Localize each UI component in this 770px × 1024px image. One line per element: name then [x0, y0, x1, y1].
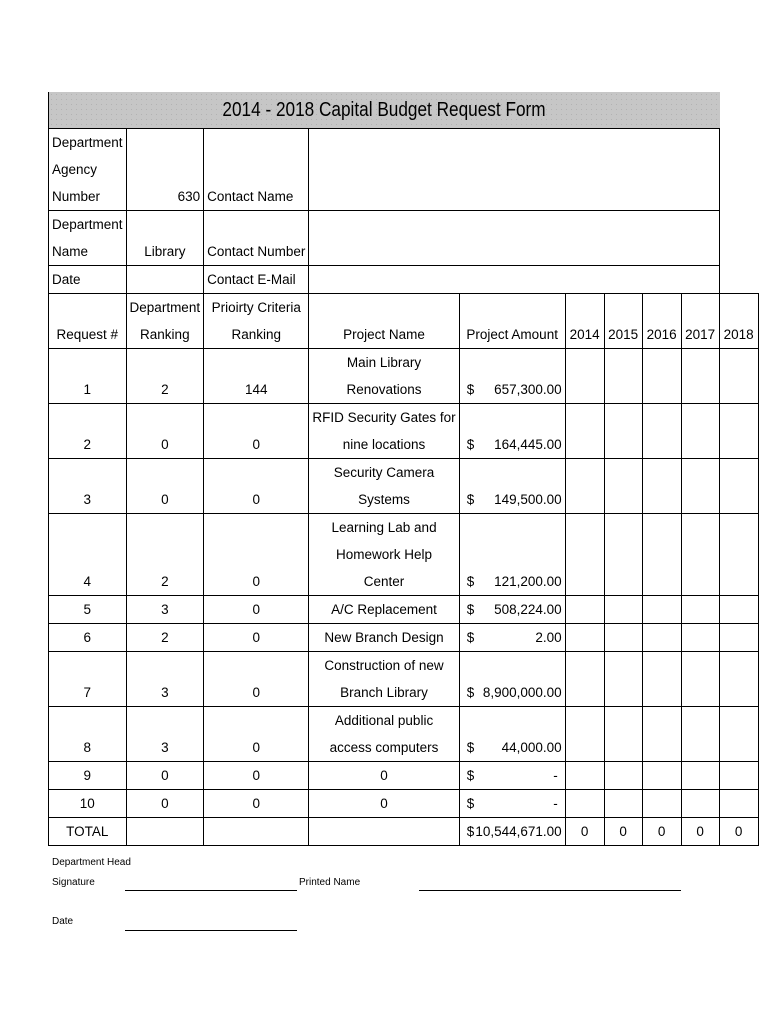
project-name-line: Systems [358, 492, 410, 507]
amount-value: 657,300.00 [494, 382, 562, 397]
currency-symbol: $ [466, 630, 475, 645]
priority-ranking[interactable]: 0 [204, 514, 309, 596]
total-amount-value: 10,544,671.00 [475, 824, 562, 839]
dept-ranking[interactable]: 2 [126, 514, 204, 596]
priority-ranking[interactable]: 144 [204, 349, 309, 404]
currency-symbol: $ [466, 382, 475, 397]
year-cell[interactable] [719, 707, 758, 762]
priority-ranking[interactable]: 0 [204, 624, 309, 652]
form-title: 2014 - 2018 Capital Budget Request Form [222, 99, 546, 121]
total-label: TOTAL [49, 818, 127, 846]
year-cell[interactable] [565, 596, 604, 624]
year-cell[interactable] [604, 349, 642, 404]
project-name[interactable] [309, 404, 459, 459]
amount-value: - [553, 768, 558, 783]
year-cell[interactable] [565, 349, 604, 404]
project-name[interactable] [309, 790, 459, 818]
currency-symbol: $ [466, 492, 475, 507]
dept-ranking[interactable]: 0 [126, 762, 204, 790]
total-empty-cell [309, 818, 459, 846]
dept-head-label: Department Head [52, 857, 131, 868]
amount-value: 508,224.00 [494, 602, 562, 617]
printed-name-label: Printed Name [299, 877, 361, 888]
date-label: Date [49, 266, 127, 294]
request-number: 2 [49, 404, 127, 459]
printed-name-line[interactable] [419, 890, 681, 891]
total-empty-cell [204, 818, 309, 846]
dept-ranking[interactable]: 3 [126, 596, 204, 624]
project-name-line: nine locations [342, 437, 426, 452]
year-cell[interactable] [604, 790, 642, 818]
table-row [49, 790, 759, 818]
project-amount[interactable] [459, 707, 565, 762]
signature-label: Signature [52, 877, 95, 888]
header-project-amount: Project Amount [459, 294, 565, 349]
year-cell[interactable] [565, 762, 604, 790]
currency-symbol: $ [466, 437, 475, 452]
priority-ranking[interactable]: 0 [204, 596, 309, 624]
year-cell[interactable] [681, 596, 719, 624]
priority-ranking[interactable]: 0 [204, 652, 309, 707]
project-amount[interactable] [459, 404, 565, 459]
year-cell[interactable] [642, 624, 681, 652]
year-cell[interactable] [719, 349, 758, 404]
dept-ranking[interactable]: 2 [126, 624, 204, 652]
year-cell[interactable] [604, 762, 642, 790]
header-year: 2017 [681, 294, 719, 349]
request-number: 1 [49, 349, 127, 404]
request-number: 6 [49, 624, 127, 652]
table-row [49, 596, 759, 624]
currency-symbol: $ [466, 602, 475, 617]
project-name-line: 0 [380, 768, 388, 783]
year-cell[interactable] [565, 707, 604, 762]
header-priority: Prioirty Criteria Ranking [211, 300, 301, 342]
year-cell[interactable] [642, 652, 681, 707]
header-row [49, 294, 759, 349]
total-year-value: 0 [681, 818, 719, 846]
year-cell[interactable] [681, 459, 719, 514]
dept-ranking[interactable]: 0 [126, 404, 204, 459]
info-row-date [49, 266, 759, 294]
project-amount[interactable] [459, 596, 565, 624]
contact-number-label: Contact Number [204, 211, 309, 266]
year-cell[interactable] [604, 652, 642, 707]
year-cell[interactable] [719, 404, 758, 459]
project-amount[interactable] [459, 349, 565, 404]
priority-ranking[interactable]: 0 [204, 707, 309, 762]
info-row-dept-name [49, 211, 759, 266]
header-request: Request # [49, 294, 127, 349]
year-cell[interactable] [604, 514, 642, 596]
total-amount [459, 818, 565, 846]
agency-number-value[interactable]: 630 [126, 129, 204, 211]
year-cell[interactable] [719, 762, 758, 790]
currency-symbol: $ [466, 824, 475, 839]
request-number: 5 [49, 596, 127, 624]
year-cell[interactable] [642, 596, 681, 624]
project-name-line: Security Camera [333, 465, 435, 480]
year-cell[interactable] [604, 707, 642, 762]
dept-name-label: Department Name [52, 217, 123, 259]
currency-symbol: $ [466, 740, 475, 755]
table-row [49, 514, 759, 596]
project-name-line: Branch Library [340, 685, 428, 700]
amount-value: 164,445.00 [494, 437, 562, 452]
dept-name-value[interactable]: Library [126, 211, 204, 266]
year-cell[interactable] [642, 404, 681, 459]
header-project-name: Project Name [309, 294, 459, 349]
amount-value: - [553, 796, 558, 811]
project-amount[interactable] [459, 624, 565, 652]
year-cell[interactable] [719, 459, 758, 514]
priority-ranking[interactable]: 0 [204, 790, 309, 818]
project-name-line: Homework Help [336, 547, 433, 562]
year-cell[interactable] [642, 459, 681, 514]
total-row [49, 818, 759, 846]
request-number: 8 [49, 707, 127, 762]
project-name-line: access computers [329, 740, 439, 755]
project-amount[interactable] [459, 514, 565, 596]
year-cell[interactable] [719, 790, 758, 818]
year-cell[interactable] [719, 652, 758, 707]
contact-name-label: Contact Name [204, 129, 309, 211]
year-cell[interactable] [642, 707, 681, 762]
year-cell[interactable] [681, 652, 719, 707]
project-amount[interactable] [459, 790, 565, 818]
agency-number-label: Department Agency Number [52, 135, 123, 204]
table-row [49, 707, 759, 762]
table-row [49, 459, 759, 514]
amount-value: 121,200.00 [494, 574, 562, 589]
currency-symbol: $ [466, 796, 475, 811]
request-number: 3 [49, 459, 127, 514]
date-value[interactable] [126, 266, 204, 294]
year-cell[interactable] [681, 514, 719, 596]
currency-symbol: $ [466, 574, 475, 589]
year-cell[interactable] [565, 624, 604, 652]
total-year-value: 0 [719, 818, 758, 846]
header-year: 2015 [604, 294, 642, 349]
project-name-line: RFID Security Gates for [312, 410, 456, 425]
table-row [49, 624, 759, 652]
year-cell[interactable] [681, 404, 719, 459]
project-name-line: New Branch Design [324, 630, 444, 645]
header-year: 2014 [565, 294, 604, 349]
year-cell[interactable] [719, 514, 758, 596]
table-row [49, 349, 759, 404]
project-name[interactable] [309, 762, 459, 790]
year-cell[interactable] [681, 349, 719, 404]
dept-ranking[interactable]: 2 [126, 349, 204, 404]
dept-ranking[interactable]: 0 [126, 459, 204, 514]
amount-value: 149,500.00 [494, 492, 562, 507]
total-year-value: 0 [565, 818, 604, 846]
year-cell[interactable] [565, 404, 604, 459]
year-cell[interactable] [604, 459, 642, 514]
priority-ranking[interactable]: 0 [204, 762, 309, 790]
total-year-value: 0 [604, 818, 642, 846]
year-cell[interactable] [565, 459, 604, 514]
total-year-value: 0 [642, 818, 681, 846]
contact-name-value[interactable] [309, 129, 719, 211]
request-number: 4 [49, 514, 127, 596]
project-name-line: A/C Replacement [331, 602, 437, 617]
project-name[interactable] [309, 514, 459, 596]
project-name[interactable] [309, 707, 459, 762]
year-cell[interactable] [681, 624, 719, 652]
contact-email-label: Contact E-Mail [204, 266, 309, 294]
table-row [49, 762, 759, 790]
dept-ranking[interactable]: 3 [126, 707, 204, 762]
year-cell[interactable] [565, 514, 604, 596]
year-cell[interactable] [642, 349, 681, 404]
project-name-line: 0 [380, 796, 388, 811]
currency-symbol: $ [466, 768, 475, 783]
info-row-agency [49, 129, 759, 211]
amount-value: 8,900,000.00 [482, 685, 562, 700]
date-line[interactable] [125, 930, 297, 931]
budget-table [48, 128, 759, 846]
year-cell[interactable] [565, 790, 604, 818]
table-row [49, 652, 759, 707]
project-name-line: Center [363, 574, 405, 589]
project-name[interactable] [309, 349, 459, 404]
year-cell[interactable] [681, 707, 719, 762]
project-name-line: Renovations [346, 382, 422, 397]
year-cell[interactable] [681, 762, 719, 790]
year-cell[interactable] [565, 652, 604, 707]
contact-email-value[interactable] [309, 266, 719, 294]
signature-line[interactable] [125, 890, 297, 891]
header-dept-ranking: Department Ranking [129, 300, 201, 342]
dept-ranking[interactable]: 3 [126, 652, 204, 707]
year-cell[interactable] [642, 762, 681, 790]
table-row [49, 404, 759, 459]
year-cell[interactable] [604, 404, 642, 459]
year-cell[interactable] [604, 596, 642, 624]
project-amount[interactable] [459, 652, 565, 707]
year-cell[interactable] [681, 790, 719, 818]
project-name[interactable] [309, 596, 459, 624]
header-year: 2016 [642, 294, 681, 349]
year-cell[interactable] [604, 624, 642, 652]
year-cell[interactable] [719, 596, 758, 624]
request-number: 9 [49, 762, 127, 790]
project-amount[interactable] [459, 762, 565, 790]
year-cell[interactable] [719, 624, 758, 652]
request-number: 7 [49, 652, 127, 707]
amount-value: 2.00 [535, 630, 562, 645]
project-name-line: Construction of new [324, 658, 444, 673]
project-name-line: Main Library [346, 355, 422, 370]
priority-ranking[interactable]: 0 [204, 459, 309, 514]
contact-number-value[interactable] [309, 211, 719, 266]
year-cell[interactable] [642, 790, 681, 818]
priority-ranking[interactable]: 0 [204, 404, 309, 459]
year-cell[interactable] [642, 514, 681, 596]
date-sign-label: Date [52, 916, 74, 927]
dept-ranking[interactable]: 0 [126, 790, 204, 818]
request-number: 10 [49, 790, 127, 818]
total-empty-cell [126, 818, 204, 846]
project-name[interactable] [309, 459, 459, 514]
project-name[interactable] [309, 624, 459, 652]
project-name-line: Additional public [334, 713, 434, 728]
currency-symbol: $ [466, 685, 475, 700]
project-name[interactable] [309, 652, 459, 707]
project-name-line: Learning Lab and [331, 520, 437, 535]
amount-value: 44,000.00 [501, 740, 562, 755]
header-year: 2018 [719, 294, 758, 349]
project-amount[interactable] [459, 459, 565, 514]
